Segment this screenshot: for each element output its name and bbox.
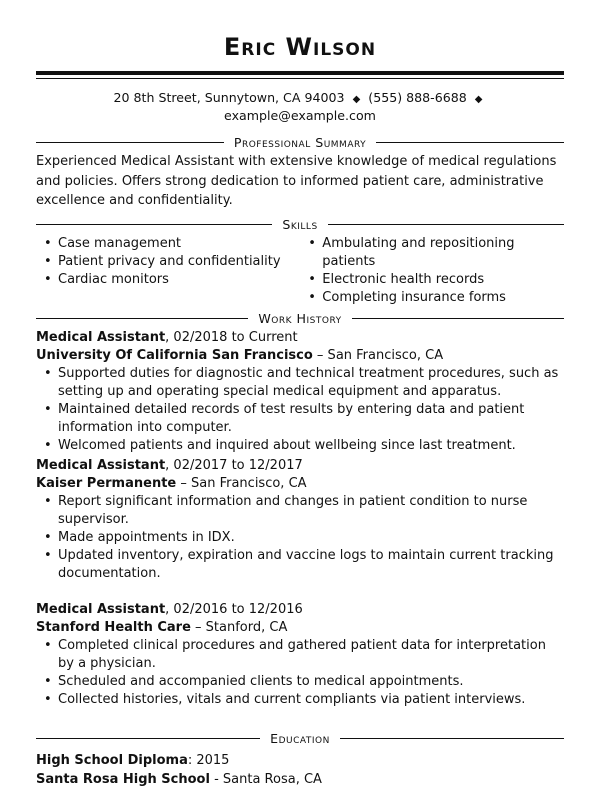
job-title: Medical Assistant [36,329,166,345]
skill-item: • Cardiac monitors [44,271,169,287]
school-location: - Santa Rosa, CA [209,771,322,787]
duty-list [36,365,564,455]
school-line [36,770,564,789]
bullet-icon: • [44,547,52,563]
divider [328,224,564,225]
duty-list [36,493,564,583]
summary-heading [36,134,564,150]
divider [340,738,564,739]
skill-item: • Electronic health records [308,271,485,287]
bullet-icon: • [44,253,52,269]
divider [36,318,248,319]
header-rule-thin [36,78,564,79]
job-location: – San Francisco, CA [312,347,444,363]
bullet-icon: • [44,437,52,453]
bullet-icon: • [44,673,52,689]
job-entry [36,329,564,455]
duty-item: • Welcomed patients and inquired about wellbeing since last treatment. [44,437,516,453]
degree: High School Diploma [36,752,188,768]
duty-item: • Scheduled and accompanied clients to medical appointments. [44,673,464,689]
contact-line [36,90,564,124]
bullet-icon: • [44,637,52,653]
skill-item: • Ambulating and repositioning patients [308,235,515,269]
address: 20 8th Street, Sunnytown, CA 94003 [113,90,345,105]
employer-line [36,475,564,493]
skills-heading [36,217,564,233]
skills-column-left [36,235,300,307]
duty-item: • Supported duties for diagnostic and technical treatment procedures, such as setting up and operating special medical equipment and apparatus. [44,365,559,399]
degree-line [36,751,564,770]
duty-item: • Updated inventory, expiration and vaccine logs to maintain current tracking documentation. [44,547,554,581]
employer: Stanford Health Care [36,619,191,635]
employer-line [36,619,564,637]
section-title: Work History [258,311,342,326]
job-title-line [36,457,564,475]
duty-item: • Maintained detailed records of test results by entering data and patient information into computer. [44,401,525,435]
bullet-icon: • [308,235,316,251]
diamond-separator-icon: ◆ [474,94,483,105]
work-heading [36,311,564,327]
duty-list [36,637,564,709]
summary-text: Experienced Medical Assistant with extensive knowledge of medical regulations and policies. Offers strong dedication to informed patient care, administrative excellence and confidentiality. [36,154,557,208]
duty-item: • Report significant information and changes in patient condition to nurse supervisor. [44,493,528,527]
divider [352,318,564,319]
divider [36,142,224,143]
job-dates: , 02/2018 to Current [165,329,298,345]
job-title-line [36,601,564,619]
job-location: – San Francisco, CA [176,475,307,491]
section-title: Professional Summary [233,134,367,150]
section-title: Skills [282,217,318,232]
bullet-icon: • [308,271,316,287]
skill-item: • Patient privacy and confidentiality [44,253,281,269]
duty-item: • Made appointments in IDX. [44,529,235,545]
employer: Kaiser Permanente [36,475,177,491]
divider [36,738,260,739]
school: Santa Rosa High School [36,771,210,787]
duty-item: • Completed clinical procedures and gathered patient data for interpretation by a physician. [44,637,546,671]
job-title: Medical Assistant [36,601,166,617]
email: example@example.com [224,108,376,123]
skills-list [36,235,564,307]
duty-item: • Collected histories, vitals and current compliants via patient interviews. [44,691,526,707]
diamond-separator-icon: ◆ [352,94,361,105]
skill-item: • Completing insurance forms [308,289,506,305]
employer-line [36,347,564,365]
job-entry [36,601,564,709]
divider [36,224,272,225]
bullet-icon: • [44,401,52,417]
education-heading [36,731,564,747]
bullet-icon: • [44,691,52,707]
job-dates: , 02/2017 to 12/2017 [165,457,303,473]
bullet-icon: • [308,289,316,305]
bullet-icon: • [44,235,52,251]
job-dates: , 02/2016 to 12/2016 [165,601,303,617]
employer: University Of California San Francisco [36,347,313,363]
candidate-name: Eric Wilson [223,33,377,61]
phone: (555) 888-6688 [368,90,467,105]
graduation-year: : 2015 [187,752,230,768]
job-location: – Stanford, CA [190,619,288,635]
bullet-icon: • [44,529,52,545]
job-title: Medical Assistant [36,457,166,473]
job-entry [36,457,564,583]
bullet-icon: • [44,493,52,509]
job-title-line [36,329,564,347]
header-rule-thick [36,71,564,75]
bullet-icon: • [44,271,52,287]
section-title: Education [270,731,330,746]
bullet-icon: • [44,365,52,381]
skills-column-right [300,235,564,307]
skill-item: • Case management [44,235,182,251]
divider [376,142,564,143]
